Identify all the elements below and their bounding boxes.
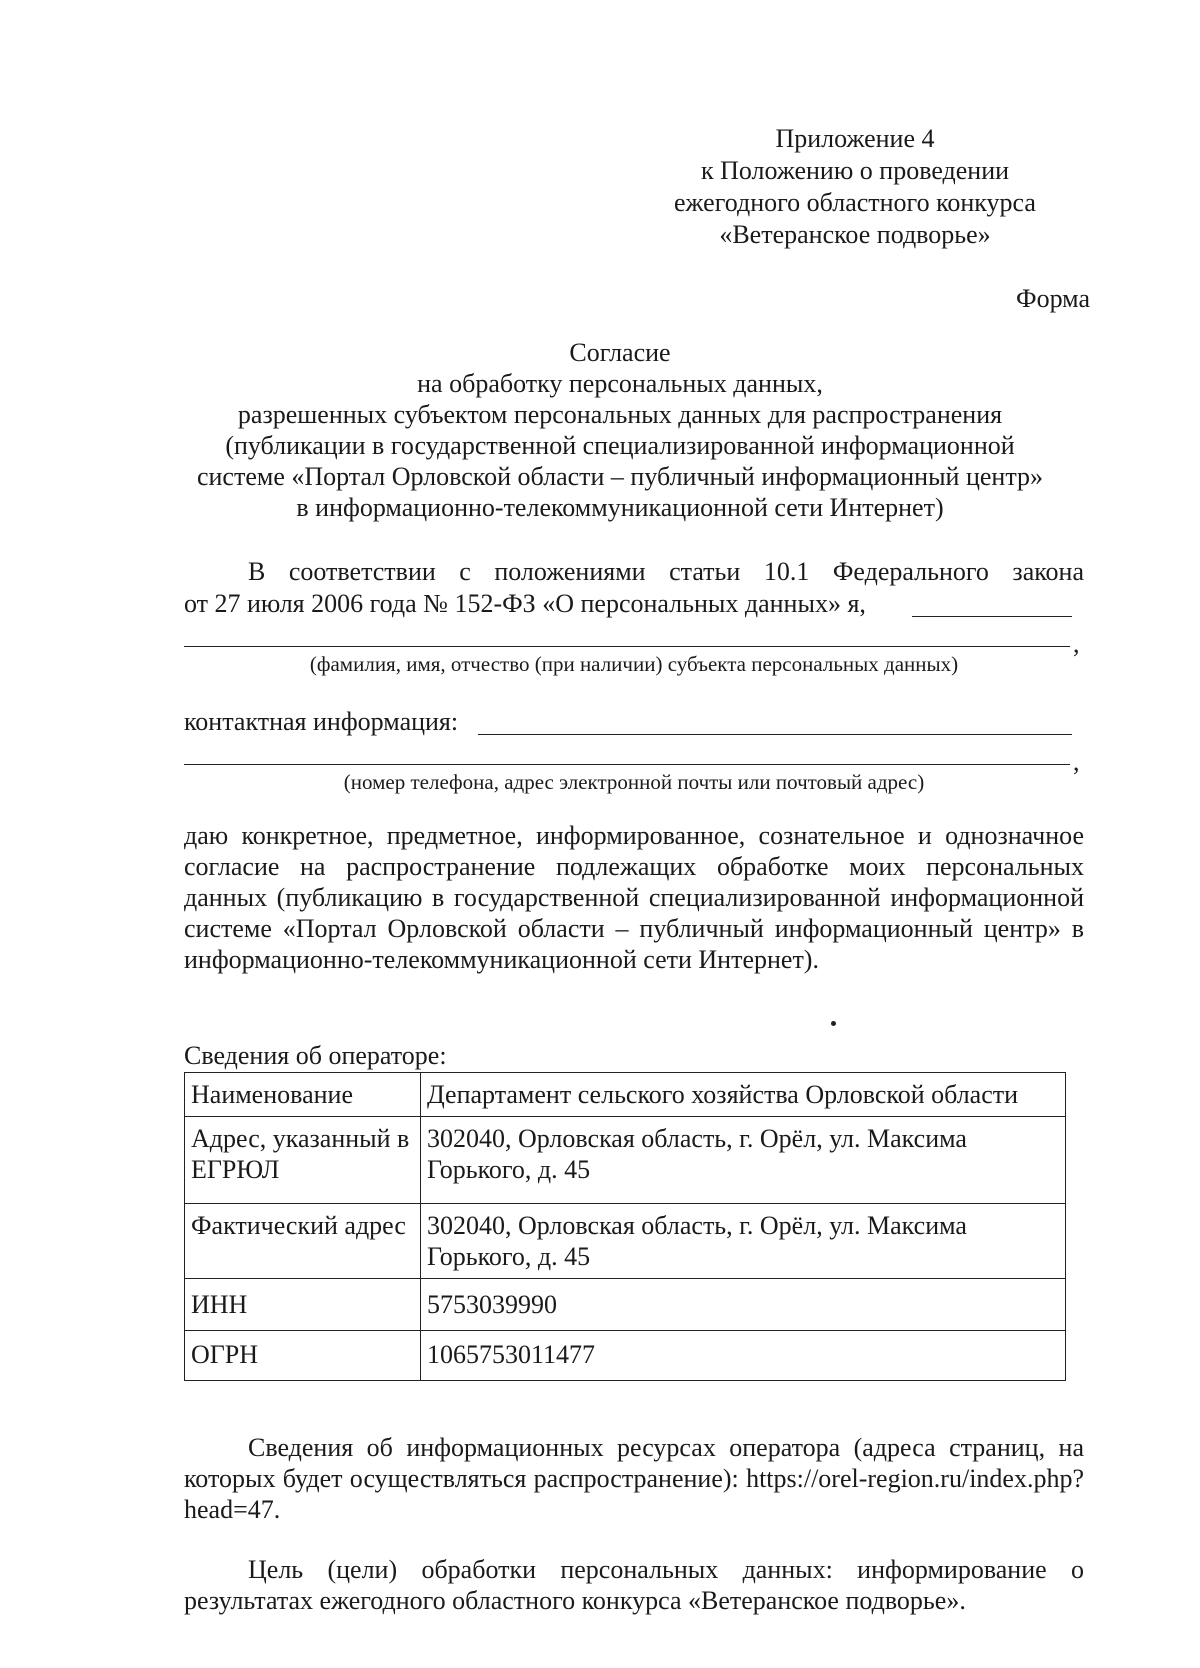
appendix-line: к Положению о проведении: [700, 156, 1010, 185]
table-value: Департамент сельского хозяйства Орловской области: [421, 1073, 1066, 1117]
name-field-start[interactable]: [912, 616, 1072, 617]
appendix-line: «Ветеранское подворье»: [719, 220, 991, 249]
contact-field-start[interactable]: [478, 734, 1072, 735]
operator-table: [184, 1072, 1066, 1381]
table-label: Фактический адрес: [185, 1204, 421, 1279]
appendix-header: [650, 123, 1060, 251]
table-row: [185, 1073, 1066, 1117]
resources-paragraph: Сведения об информационных ресурсах оператора (адреса страниц, на которых будет осуществляться распространение): https://orel-region.ru/index.php?head=47.: [184, 1433, 1084, 1524]
appendix-line: Приложение 4: [775, 124, 935, 153]
purpose-paragraph: Цель (цели) обработки персональных данных: информирование о результатах ежегодного областного конкурса «Ветеранское подворье».: [184, 1555, 1084, 1615]
table-row: [185, 1279, 1066, 1331]
contact-caption: (номер телефона, адрес электронной почты или почтовый адрес): [343, 770, 925, 794]
consent-paragraph: даю конкретное, предметное, информированное, сознательное и однозначное согласие на распространение подлежащих обработке моих персональных данных (публикацию в государственной специализированной информационной системе «Портал Орловской области – публичный информационный центр» в информационно-телекоммуникационной сети Интернет).: [184, 821, 1084, 974]
document-title: [140, 337, 1100, 523]
title-line: (публикации в государственной специализированной информационной: [225, 431, 1015, 460]
table-row: [185, 1204, 1066, 1279]
table-value: 302040, Орловская область, г. Орёл, ул. Максима Горького, д. 45: [421, 1117, 1066, 1204]
table-label: ИНН: [185, 1279, 421, 1331]
title-line: в информационно-телекоммуникационной сети Интернет): [296, 493, 944, 522]
table-row: [185, 1331, 1066, 1381]
comma: ,: [1073, 629, 1080, 658]
table-value: 302040, Орловская область, г. Орёл, ул. Максима Горького, д. 45: [421, 1204, 1066, 1279]
title-line: на обработку персональных данных,: [417, 369, 823, 398]
contact-field[interactable]: [184, 764, 1070, 765]
table-label: Наименование: [185, 1073, 421, 1117]
table-label: Адрес, указанный в ЕГРЮЛ: [185, 1117, 421, 1204]
table-value: 1065753011477: [421, 1331, 1066, 1381]
name-field[interactable]: [184, 646, 1070, 647]
form-label: Форма: [1016, 284, 1090, 313]
table-row: [185, 1117, 1066, 1204]
appendix-line: ежегодного областного конкурса: [674, 188, 1036, 217]
operator-heading: Сведения об операторе:: [184, 1041, 447, 1070]
comma: ,: [1073, 747, 1080, 776]
intro-line-2: от 27 июля 2006 года № 152-ФЗ «О персональных данных» я,: [184, 589, 866, 618]
intro-line-1: В соответствии с положениями статьи 10.1 Федерального закона: [248, 557, 1084, 586]
table-label: ОГРН: [185, 1331, 421, 1381]
contact-label: контактная информация:: [184, 707, 459, 736]
title-line: системе «Портал Орловской области – публичный информационный центр»: [196, 462, 1044, 491]
table-value: 5753039990: [421, 1279, 1066, 1331]
stray-mark: [831, 1021, 836, 1026]
title-line: Согласие: [569, 338, 671, 367]
name-caption: (фамилия, имя, отчество (при наличии) субъекта персональных данных): [309, 652, 959, 676]
title-line: разрешенных субъектом персональных данных для распространения: [237, 400, 1003, 429]
